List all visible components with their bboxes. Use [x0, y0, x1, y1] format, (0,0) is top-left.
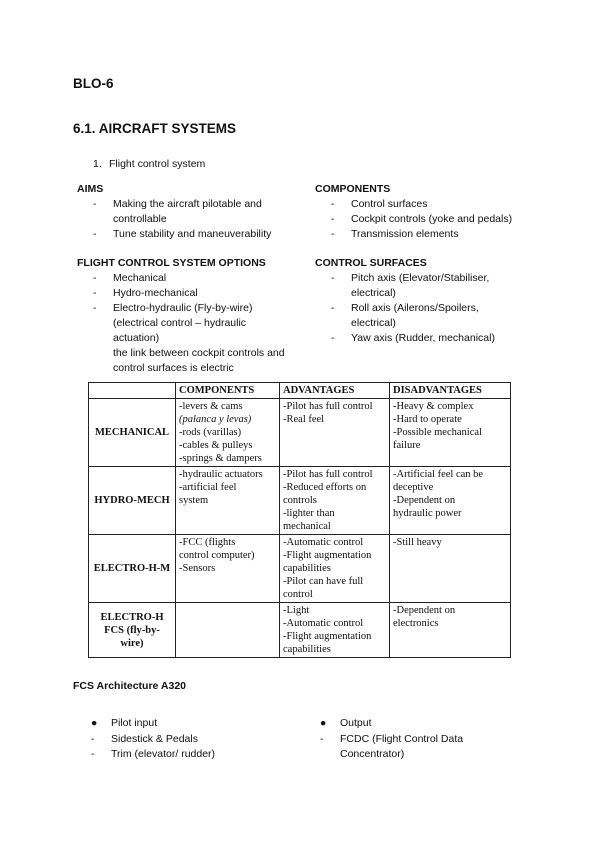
row-label: ELECTRO-H-M [89, 535, 176, 603]
options-item: - Mechanical [93, 272, 167, 284]
components-heading: COMPONENTS [315, 183, 391, 195]
row-label: ELECTRO-H FCS (fly-by- wire) [89, 603, 176, 658]
row-components: -hydraulic actuators -artificial feel system [176, 467, 280, 535]
bullet-icon: ● [91, 717, 98, 729]
doc-code: BLO-6 [73, 76, 114, 91]
fcs-output-bullet: ● Output [312, 716, 463, 732]
surfaces-item: - Roll axis (Ailerons/Spoilers, electrical) [331, 302, 479, 329]
components-item: - Control surfaces [331, 198, 428, 210]
list-item: - FCDC (Flight Control Data Concentrator) [320, 732, 464, 760]
table-row [89, 467, 511, 535]
table-header-empty [89, 383, 176, 399]
row-disadvantages: -Still heavy [390, 535, 511, 603]
row-components: -FCC (flights control computer) -Sensors [176, 535, 280, 603]
components-item: - Transmission elements [331, 228, 459, 240]
aims-item: - Tune stability and maneuverability [93, 228, 272, 240]
row-advantages: -Light -Automatic control -Flight augmentation capabilities [280, 603, 390, 658]
row-disadvantages: -Artificial feel can be deceptive -Dependent on hydraulic power [390, 467, 511, 535]
section-title: 6.1. AIRCRAFT SYSTEMS [73, 121, 237, 136]
row-label: HYDRO-MECH [89, 467, 176, 535]
fcs-input-list [83, 716, 215, 763]
bullet-icon: ● [320, 717, 327, 729]
comparison-table [88, 382, 511, 658]
item-number: 1. [93, 158, 102, 170]
table-header-advantages: ADVANTAGES [280, 383, 390, 399]
table-row [89, 399, 511, 467]
options-item: - Hydro-mechanical [93, 287, 198, 299]
table-row [89, 603, 511, 658]
fcs-input-bullet: ● Pilot input [83, 716, 215, 732]
options-item: - Electro-hydraulic (Fly-by-wire) (electrical control – hydraulic actuation) the link between cockpit controls and control surfaces is electric [93, 302, 285, 374]
components-item: - Cockpit controls (yoke and pedals) [331, 213, 513, 225]
surfaces-item: - Yaw axis (Rudder, mechanical) [331, 332, 495, 344]
options-section [77, 256, 285, 376]
row-components: -levers & cams (palanca y levas) -rods (varillas) -cables & pulleys -springs & dampers [176, 399, 280, 467]
row-label: MECHANICAL [89, 399, 176, 467]
aims-heading: AIMS [77, 183, 104, 195]
row-advantages: -Automatic control -Flight augmentation capabilities -Pilot can have full control [280, 535, 390, 603]
surfaces-section [315, 256, 495, 346]
row-advantages: -Pilot has full control -Real feel [280, 399, 390, 467]
aims-section [77, 182, 271, 242]
list-item: - Trim (elevator/ rudder) [91, 748, 216, 760]
row-components [176, 603, 280, 658]
table-row [89, 535, 511, 603]
item-text: Flight control system [109, 158, 206, 170]
surfaces-item: - Pitch axis (Elevator/Stabiliser, electrical) [331, 272, 490, 299]
aims-item: - Making the aircraft pilotable and controllable [93, 198, 262, 225]
numbered-item [93, 158, 205, 170]
list-item: - Sidestick & Pedals [91, 732, 198, 745]
table-header-components: COMPONENTS [176, 383, 280, 399]
row-disadvantages: -Dependent on electronics [390, 603, 511, 658]
row-advantages: -Pilot has full control -Reduced efforts on controls -lighter than mechanical [280, 467, 390, 535]
row-disadvantages: -Heavy & complex -Hard to operate -Possible mechanical failure [390, 399, 511, 467]
table-header-row [89, 383, 511, 399]
table-header-disadvantages: DISADVANTAGES [390, 383, 511, 399]
surfaces-heading: CONTROL SURFACES [315, 257, 427, 269]
options-heading: FLIGHT CONTROL SYSTEM OPTIONS [77, 257, 266, 269]
fcs-title: FCS Architecture A320 [73, 680, 187, 692]
fcs-output-list [312, 716, 463, 763]
components-section [315, 182, 512, 242]
